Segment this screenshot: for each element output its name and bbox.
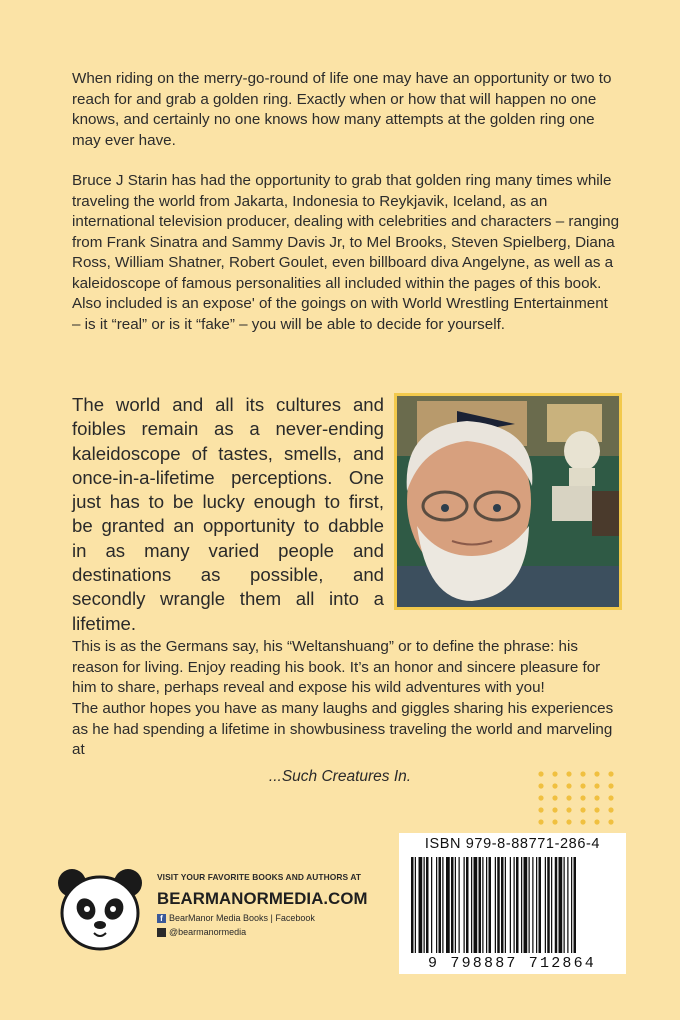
book-tagline: ...Such Creatures In. bbox=[268, 768, 412, 785]
barcode-bar bbox=[482, 857, 483, 953]
facebook-text: BearManor Media Books | Facebook bbox=[169, 913, 315, 923]
barcode-bar bbox=[559, 857, 563, 953]
barcode-digits: 9 798887 712864 bbox=[427, 955, 597, 972]
barcode-bar bbox=[439, 857, 442, 953]
intro-paragraph: When riding on the merry-go-round of life one may have an opportunity or two to reach for and grab a golden ring. Exactly when or how that will happen no one knows, and certainly no one knows how many attempts at the golden ring one may ever have. bbox=[72, 70, 612, 149]
facebook-icon: f bbox=[157, 914, 166, 923]
decor-dot bbox=[580, 795, 585, 800]
barcode-bar bbox=[564, 857, 565, 953]
barcode-bar bbox=[426, 857, 429, 953]
decor-dot bbox=[608, 795, 613, 800]
barcode-bar bbox=[516, 857, 519, 953]
twitter-icon bbox=[157, 928, 166, 937]
germans-paragraph: This is as the Germans say, his “Weltanshuang” or to define the phrase: his reason for living. Enjoy reading his book. It’s an honor and sincere pleasure for him to share, perhaps reveal and expose his wild adventures with you! bbox=[72, 638, 601, 696]
publisher-promo bbox=[157, 872, 387, 937]
barcode-bar bbox=[536, 857, 537, 953]
visit-text: VISIT YOUR FAVORITE BOOKS AND AUTHORS AT bbox=[157, 872, 362, 882]
barcode-bar bbox=[431, 857, 432, 953]
barcode-bar bbox=[411, 857, 414, 953]
author-photo bbox=[394, 393, 622, 610]
decor-dot bbox=[552, 819, 557, 824]
barcode-bar bbox=[555, 857, 558, 953]
website-link[interactable]: BEARMANORMEDIA.COM bbox=[157, 889, 368, 908]
decor-dot bbox=[566, 795, 571, 800]
decor-dot bbox=[608, 819, 613, 824]
decor-dot bbox=[594, 819, 599, 824]
isbn-label: ISBN 979-8-88771-286-4 bbox=[424, 836, 601, 852]
barcode-bar bbox=[495, 857, 496, 953]
decor-dot bbox=[538, 807, 543, 812]
barcode-bar bbox=[547, 857, 550, 953]
barcode-bar bbox=[442, 857, 443, 953]
decor-dot bbox=[538, 795, 543, 800]
barcode-bar bbox=[489, 857, 492, 953]
barcode-bar bbox=[446, 857, 450, 953]
barcode-bar bbox=[486, 857, 487, 953]
barcode-bar bbox=[471, 857, 472, 953]
decor-dot bbox=[552, 807, 557, 812]
barcode-bar bbox=[497, 857, 500, 953]
barcode-bar bbox=[501, 857, 504, 953]
barcode-bar bbox=[529, 857, 530, 953]
barcode-graphic bbox=[399, 833, 626, 974]
decor-dot bbox=[580, 807, 585, 812]
twitter-text: @bearmanormedia bbox=[169, 927, 247, 937]
barcode-bar bbox=[514, 857, 515, 953]
barcode-bar bbox=[466, 857, 469, 953]
barcode-bar bbox=[505, 857, 506, 953]
facebook-line[interactable] bbox=[157, 913, 387, 923]
barcode-bar bbox=[574, 857, 577, 953]
bio-paragraph: Bruce J Starin has had the opportunity to grab that golden ring many times while traveling the world from Jakarta, Indonesia to Reykjavik, Iceland, as an international television producer, dealing with celebrities and characters – ranging from Frank Sinatra and Sammy Davis Jr, to Mel Brooks, Steven Spielberg, Diana Ross, William Shatner, Robert Goulet, even billboard diva Angelyne, as well as a kaleidoscope of famous personalities all included within the pages of this book. Also included is an expose' of the goings on with World Wrestling Entertainment – is it “real” or is it “fake” – you will be able to decide for yourself. bbox=[72, 172, 620, 333]
barcode-bar bbox=[464, 857, 465, 953]
barcode-bar bbox=[415, 857, 416, 953]
barcode-bar bbox=[524, 857, 528, 953]
decor-dot bbox=[552, 795, 557, 800]
barcode-bar bbox=[455, 857, 456, 953]
decor-dot bbox=[608, 807, 613, 812]
hopes-paragraph: The author hopes you have as many laughs and giggles sharing his experiences as he had spending a lifetime in showbusiness traveling the world and marveling at bbox=[72, 700, 614, 758]
barcode-bar bbox=[474, 857, 478, 953]
world-paragraph: The world and all its cultures and foibles remain as a never-ending kaleidoscope of tastes, smells, and once-in-a-lifetime perceptions. One just has to be lucky enough to first, be granted an opportunity to dabble in as many varied people and destinations as possible, and secondly wrangle them all into a lifetime. bbox=[72, 394, 384, 634]
barcode-bar bbox=[459, 857, 460, 953]
bearmanor-panda-logo bbox=[54, 865, 146, 953]
decor-dot bbox=[566, 807, 571, 812]
barcode-bar bbox=[539, 857, 542, 953]
decor-dot bbox=[580, 819, 585, 824]
barcode-bar bbox=[436, 857, 437, 953]
barcode-bar bbox=[479, 857, 482, 953]
barcode-bar bbox=[532, 857, 533, 953]
author-portrait-illustration bbox=[397, 396, 619, 607]
barcode-bar bbox=[451, 857, 454, 953]
twitter-line[interactable] bbox=[157, 927, 387, 937]
decor-dot bbox=[594, 795, 599, 800]
barcode-bar bbox=[567, 857, 568, 953]
decor-dot bbox=[594, 807, 599, 812]
barcode-bar bbox=[551, 857, 552, 953]
decor-dot bbox=[566, 819, 571, 824]
barcode-bar bbox=[510, 857, 511, 953]
barcode-bar bbox=[521, 857, 522, 953]
barcode bbox=[399, 833, 626, 974]
barcode-bar bbox=[571, 857, 572, 953]
decor-dot bbox=[538, 819, 543, 824]
barcode-bar bbox=[419, 857, 423, 953]
barcode-bar bbox=[424, 857, 425, 953]
barcode-bar bbox=[545, 857, 546, 953]
